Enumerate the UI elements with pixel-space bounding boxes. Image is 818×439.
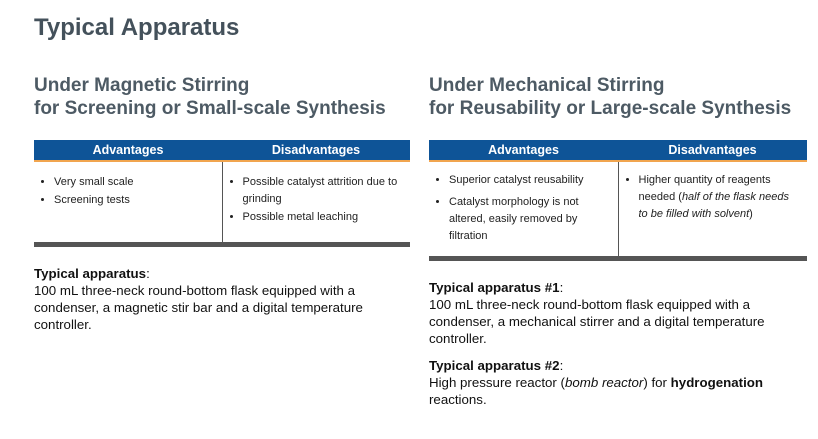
list-item: • Very small scale [54,174,216,191]
advantages-header: Advantages [429,140,618,161]
magnetic-stirring-section [34,74,410,343]
heading-line-1: Under Mechanical Stirring [429,75,665,96]
list-item [639,172,802,223]
apparatus-1-text: 100 mL three-neck round-bottom flask equipped with a condenser, a mechanical stirrer and a digital temperature controller. [429,297,765,346]
mechanical-pros-cons-table [429,140,807,261]
magnetic-apparatus-description [34,265,410,333]
apparatus-1-paragraph [429,279,807,347]
disadvantages-list [223,162,411,233]
disadvantages-list [619,162,808,234]
apparatus-2-colon: : [559,358,564,373]
list-item: • Possible metal leaching [243,209,405,226]
mechanical-stirring-section [429,74,807,418]
item-text-italic: half of the flask needs to be filled with solvent [638,191,789,220]
apparatus-2-paragraph [429,357,807,408]
list-item: • Catalyst morphology is not altered, easily removed by filtration [449,194,612,245]
advantages-list [34,162,222,216]
item-text-prefix: Higher quantity of reagents needed ( [638,174,771,203]
disadvantages-cell [618,161,807,259]
mechanical-apparatus-description [429,279,807,408]
apparatus-2-text-italic: bomb reactor [564,375,644,390]
apparatus-colon: : [146,266,150,281]
advantages-header: Advantages [34,140,222,161]
list-item: • Superior catalyst reusability [449,172,612,189]
apparatus-paragraph [34,265,410,333]
apparatus-2-text-mid: ) for [643,375,671,390]
apparatus-label: Typical apparatus [34,266,147,281]
apparatus-2-text-suffix: reactions. [429,392,487,407]
mechanical-stirring-heading [429,74,807,122]
disadvantages-header: Disadvantages [618,140,807,161]
item-text-suffix: ) [749,208,753,220]
heading-line-2: for Reusability or Large-scale Synthesis [429,98,792,119]
magnetic-pros-cons-table [34,140,410,247]
heading-line-1: Under Magnetic Stirring [34,75,250,96]
apparatus-2-text-prefix: High pressure reactor ( [429,375,565,390]
advantages-cell [34,161,222,245]
disadvantages-cell [222,161,410,245]
apparatus-1-label: Typical apparatus #1 [429,280,560,295]
advantages-list [429,162,618,256]
advantages-cell [429,161,618,259]
apparatus-1-colon: : [559,280,564,295]
page-title: Typical Apparatus [34,14,240,41]
heading-line-2: for Screening or Small-scale Synthesis [34,98,386,119]
apparatus-2-text-bold: hydrogenation [670,375,764,390]
list-item: • Possible catalyst attrition due to grinding [243,174,405,208]
disadvantages-header: Disadvantages [222,140,410,161]
apparatus-text: 100 mL three-neck round-bottom flask equipped with a condenser, a magnetic stir bar and a digital temperature controller. [34,283,363,332]
list-item: • Screening tests [54,192,216,209]
magnetic-stirring-heading [34,74,410,122]
apparatus-2-label: Typical apparatus #2 [429,358,560,373]
